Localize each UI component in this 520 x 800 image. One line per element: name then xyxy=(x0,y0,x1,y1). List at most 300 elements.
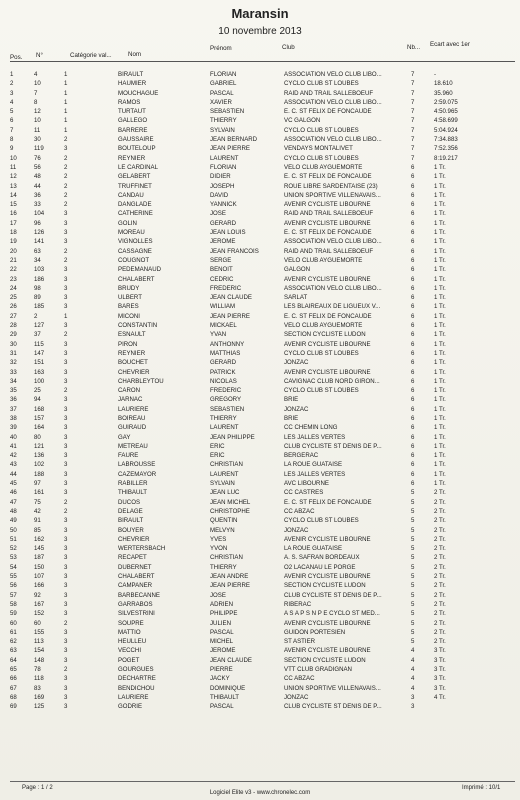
cell-nom: BARES xyxy=(118,303,139,311)
cell-club: ASSOCIATION VELO CLUB LIBO... xyxy=(284,98,382,106)
cell-prenom: THIERRY xyxy=(210,117,237,125)
cell-num: 154 xyxy=(34,647,45,655)
cell-nb: 7 xyxy=(411,80,415,88)
cell-pos: 14 xyxy=(10,191,17,199)
cell-cat: 2 xyxy=(64,182,68,190)
cell-club: SARLAT xyxy=(284,294,308,302)
cell-nb: 7 xyxy=(411,89,415,97)
table-row xyxy=(0,665,520,674)
cell-club: AVENIR CYCLISTE LIBOURNE xyxy=(284,619,371,627)
cell-num: 121 xyxy=(34,442,45,450)
cell-pos: 1 xyxy=(10,71,14,78)
cell-num: 42 xyxy=(34,507,41,515)
cell-prenom: JULIEN xyxy=(210,619,231,627)
cell-prenom: ADRIEN xyxy=(210,600,234,608)
cell-nb: 4 xyxy=(411,675,415,683)
cell-club: AVENIR CYCLISTE LIBOURNE xyxy=(284,573,371,581)
cell-nb: 5 xyxy=(411,638,415,646)
table-row xyxy=(0,405,520,414)
cell-nom: TRUFFINET xyxy=(118,182,152,190)
cell-nb: 6 xyxy=(411,461,415,469)
cell-prenom: NICOLAS xyxy=(210,377,237,385)
cell-club: CC CASTRES xyxy=(284,489,324,497)
cell-club: CYCLO CLUB ST LOUBES xyxy=(284,387,359,395)
cell-nom: PEDEMANAUD xyxy=(118,266,162,274)
cell-prenom: DOMINIQUE xyxy=(210,684,246,692)
table-row xyxy=(0,386,520,395)
table-row xyxy=(0,674,520,683)
cell-prenom: YVAN xyxy=(210,331,227,339)
cell-club: UNION SPORTIVE VILLENAVAIS... xyxy=(284,684,381,692)
header-nb: Nb... xyxy=(407,44,421,51)
cell-prenom: DIDIER xyxy=(210,173,231,181)
print-date: Imprimé : 10/1 xyxy=(462,785,501,791)
cell-ecart: 1 Tr. xyxy=(434,331,446,339)
header-club: Club xyxy=(282,44,295,51)
cell-nom: THIBAULT xyxy=(118,489,148,497)
cell-nb: 6 xyxy=(411,238,415,246)
cell-pos: 28 xyxy=(10,322,17,330)
cell-prenom: SEBASTIEN xyxy=(210,405,245,413)
cell-cat: 3 xyxy=(64,554,68,562)
cell-ecart: 1 Tr. xyxy=(434,229,446,237)
cell-club: RAID AND TRAIL SALLEBOEUF xyxy=(284,247,374,255)
cell-nb: 6 xyxy=(411,424,415,432)
table-row xyxy=(0,442,520,451)
table-row xyxy=(0,423,520,432)
cell-nom: COUGNOT xyxy=(118,256,150,264)
cell-nb: 6 xyxy=(411,396,415,404)
cell-pos: 8 xyxy=(10,136,14,144)
cell-nom: CHEVRIER xyxy=(118,535,150,543)
cell-prenom: JEAN PHILIPPE xyxy=(210,433,255,441)
cell-ecart: 1 Tr. xyxy=(434,442,446,450)
cell-pos: 42 xyxy=(10,452,17,460)
cell-nb: 6 xyxy=(411,414,415,422)
cell-ecart: 8:19.217 xyxy=(434,154,458,162)
cell-cat: 2 xyxy=(64,163,68,171)
cell-pos: 44 xyxy=(10,470,17,478)
cell-club: CYCLO CLUB ST LOUBES xyxy=(284,80,359,88)
table-row xyxy=(0,479,520,488)
header-cat: Catégorie val... xyxy=(70,52,112,59)
cell-club: CYCLO CLUB ST LOUBES xyxy=(284,517,359,525)
cell-pos: 32 xyxy=(10,359,17,367)
cell-ecart: 1 Tr. xyxy=(434,368,446,376)
cell-num: 103 xyxy=(34,266,45,274)
cell-nb: 6 xyxy=(411,359,415,367)
cell-num: 60 xyxy=(34,619,41,627)
cell-club: AVENIR CYCLISTE LIBOURNE xyxy=(284,535,371,543)
cell-pos: 64 xyxy=(10,656,17,664)
cell-nom: CHEVRIER xyxy=(118,368,150,376)
cell-club: JONZAC xyxy=(284,693,309,701)
cell-club: CC CHEMIN LONG xyxy=(284,424,338,432)
cell-nb: 5 xyxy=(411,554,415,562)
cell-pos: 57 xyxy=(10,591,17,599)
cell-prenom: JACKY xyxy=(210,675,230,683)
cell-cat: 3 xyxy=(64,526,68,534)
cell-nom: GUIRAUD xyxy=(118,424,147,432)
cell-club: AVENIR CYCLISTE LIBOURNE xyxy=(284,275,371,283)
cell-nb: 4 xyxy=(411,666,415,673)
cell-cat: 3 xyxy=(64,210,68,218)
cell-cat: 2 xyxy=(64,173,68,181)
cell-num: 36 xyxy=(34,191,41,199)
cell-pos: 39 xyxy=(10,424,17,432)
cell-cat: 3 xyxy=(64,340,68,348)
cell-pos: 60 xyxy=(10,619,17,627)
cell-cat: 3 xyxy=(64,489,68,497)
cell-pos: 55 xyxy=(10,573,17,581)
cell-num: 102 xyxy=(34,461,45,469)
cell-num: 104 xyxy=(34,210,45,218)
cell-club: GALGON xyxy=(284,266,311,274)
cell-nb: 7 xyxy=(411,145,415,153)
cell-nb: 6 xyxy=(411,405,415,413)
table-row xyxy=(0,312,520,321)
cell-num: 25 xyxy=(34,387,41,395)
cell-nom: RABILLER xyxy=(118,480,148,488)
cell-nom: MATTIO xyxy=(118,628,141,636)
cell-pos: 27 xyxy=(10,312,17,320)
cell-pos: 37 xyxy=(10,405,17,413)
cell-nb: 4 xyxy=(411,647,415,655)
cell-num: 30 xyxy=(34,136,41,144)
cell-club: BRIE xyxy=(284,414,299,422)
table-header xyxy=(0,40,520,62)
software-credit: Logiciel Elite v3 - www.chronelec.com xyxy=(209,790,311,796)
header-divider xyxy=(10,61,515,62)
cell-ecart: 1 Tr. xyxy=(434,452,446,460)
cell-prenom: PIERRE xyxy=(210,666,233,673)
cell-cat: 3 xyxy=(64,628,68,636)
cell-prenom: JEAN BERNARD xyxy=(210,136,258,144)
cell-nb: 5 xyxy=(411,489,415,497)
cell-ecart: 1 Tr. xyxy=(434,387,446,395)
cell-ecart: 1 Tr. xyxy=(434,247,446,255)
cell-nom: LABROUSSE xyxy=(118,461,156,469)
cell-nb: 6 xyxy=(411,442,415,450)
cell-cat: 3 xyxy=(64,266,68,274)
cell-nb: 7 xyxy=(411,108,415,116)
table-row xyxy=(0,247,520,256)
cell-nom: CHALABERT xyxy=(118,573,155,581)
cell-cat: 3 xyxy=(64,442,68,450)
cell-prenom: MELVYN xyxy=(210,526,235,534)
cell-club: AVENIR CYCLISTE LIBOURNE xyxy=(284,340,371,348)
cell-ecart: - xyxy=(434,71,437,78)
cell-cat: 2 xyxy=(64,256,68,264)
cell-nom: CANDAU xyxy=(118,191,144,199)
cell-ecart: 18.610 xyxy=(434,80,453,88)
cell-nom: GAY xyxy=(118,433,131,441)
cell-nb: 4 xyxy=(411,656,415,664)
cell-ecart: 1 Tr. xyxy=(434,424,446,432)
table-row xyxy=(0,126,520,135)
cell-nb: 6 xyxy=(411,182,415,190)
cell-nom: RECAPET xyxy=(118,554,147,562)
cell-pos: 65 xyxy=(10,666,17,673)
cell-pos: 33 xyxy=(10,368,17,376)
cell-nom: HEULLEU xyxy=(118,638,147,646)
cell-club: O2 LACANAU LE PORGE xyxy=(284,563,356,571)
cell-club: CLUB CYCLISTE ST DENIS DE P... xyxy=(284,442,382,450)
table-row xyxy=(0,609,520,618)
cell-cat: 3 xyxy=(64,452,68,460)
cell-cat: 3 xyxy=(64,684,68,692)
cell-ecart: 3 Tr. xyxy=(434,684,446,692)
cell-ecart: 7:34.883 xyxy=(434,136,458,144)
cell-ecart: 1 Tr. xyxy=(434,359,446,367)
cell-pos: 6 xyxy=(10,117,14,125)
cell-prenom: THIERRY xyxy=(210,563,237,571)
cell-ecart: 2 Tr. xyxy=(434,591,446,599)
cell-ecart: 4 Tr. xyxy=(434,693,446,701)
cell-cat: 2 xyxy=(64,498,68,506)
cell-num: 34 xyxy=(34,256,41,264)
cell-nom: GAUSSAIRE xyxy=(118,136,154,144)
cell-nb: 6 xyxy=(411,247,415,255)
cell-nom: WERTERSBACH xyxy=(118,545,166,553)
cell-nom: BRUDY xyxy=(118,284,140,292)
cell-club: JONZAC xyxy=(284,359,309,367)
cell-nb: 3 xyxy=(411,693,415,701)
cell-nom: BIRAULT xyxy=(118,71,144,78)
cell-prenom: JEAN ANDRE xyxy=(210,573,249,581)
cell-cat: 3 xyxy=(64,396,68,404)
cell-pos: 68 xyxy=(10,693,17,701)
cell-club: LES JALLES VERTES xyxy=(284,470,346,478)
cell-num: 152 xyxy=(34,610,45,618)
cell-cat: 3 xyxy=(64,424,68,432)
cell-prenom: FLORIAN xyxy=(210,71,237,78)
cell-ecart: 2 Tr. xyxy=(434,563,446,571)
cell-club: CC ABZAC xyxy=(284,675,315,683)
cell-num: 162 xyxy=(34,535,45,543)
cell-pos: 10 xyxy=(10,154,17,162)
table-row xyxy=(0,451,520,460)
cell-pos: 7 xyxy=(10,126,14,134)
header-pos: Pos. xyxy=(10,54,23,61)
cell-pos: 12 xyxy=(10,173,17,181)
cell-prenom: YVON xyxy=(210,545,228,553)
cell-prenom: CHRISTIAN xyxy=(210,554,243,562)
cell-nom: CHARBLEYTOU xyxy=(118,377,164,385)
cell-club: VTT CLUB GRADIGNAN xyxy=(284,666,352,673)
cell-cat: 2 xyxy=(64,191,68,199)
cell-ecart: 2 Tr. xyxy=(434,619,446,627)
cell-nom: LE CARDINAL xyxy=(118,163,158,171)
table-row xyxy=(0,330,520,339)
cell-nb: 6 xyxy=(411,191,415,199)
cell-prenom: CEDRIC xyxy=(210,275,234,283)
cell-cat: 3 xyxy=(64,480,68,488)
cell-club: E. C. ST FELIX DE FONCAUDE xyxy=(284,173,372,181)
cell-pos: 4 xyxy=(10,98,14,106)
cell-prenom: PASCAL xyxy=(210,703,234,711)
cell-pos: 18 xyxy=(10,229,17,237)
cell-nb: 6 xyxy=(411,368,415,376)
cell-pos: 54 xyxy=(10,563,17,571)
cell-nom: LAURIERE xyxy=(118,693,149,701)
cell-pos: 46 xyxy=(10,489,17,497)
cell-ecart: 1 Tr. xyxy=(434,396,446,404)
cell-num: 126 xyxy=(34,229,45,237)
cell-nb: 5 xyxy=(411,545,415,553)
cell-club: UNION SPORTIVE VILLENAVAIS... xyxy=(284,191,381,199)
cell-prenom: ERIC xyxy=(210,452,225,460)
cell-pos: 29 xyxy=(10,331,17,339)
cell-nom: VIGNOLLES xyxy=(118,238,153,246)
cell-club: ASSOCIATION VELO CLUB LIBO... xyxy=(284,71,382,78)
cell-club: VC GALGON xyxy=(284,117,321,125)
cell-num: 115 xyxy=(34,340,44,348)
table-row xyxy=(0,163,520,172)
cell-num: 169 xyxy=(34,693,45,701)
cell-cat: 3 xyxy=(64,647,68,655)
table-row xyxy=(0,293,520,302)
cell-nom: RAMOS xyxy=(118,98,141,106)
cell-pos: 67 xyxy=(10,684,17,692)
cell-ecart: 1 Tr. xyxy=(434,256,446,264)
table-row xyxy=(0,275,520,284)
cell-nb: 5 xyxy=(411,619,415,627)
cell-num: 147 xyxy=(34,349,45,357)
cell-club: AVENIR CYCLISTE LIBOURNE xyxy=(284,647,371,655)
cell-cat: 3 xyxy=(64,294,68,302)
cell-nom: GOURGUES xyxy=(118,666,154,673)
cell-pos: 66 xyxy=(10,675,17,683)
cell-club: RAID AND TRAIL SALLEBOEUF xyxy=(284,89,374,97)
cell-cat: 3 xyxy=(64,461,68,469)
cell-num: 48 xyxy=(34,173,41,181)
cell-cat: 3 xyxy=(64,377,68,385)
cell-nb: 5 xyxy=(411,517,415,525)
cell-nom: MOUCHAGUE xyxy=(118,89,159,97)
cell-ecart: 2 Tr. xyxy=(434,489,446,497)
cell-num: 118 xyxy=(34,675,44,683)
cell-nom: CAZEMAYOR xyxy=(118,470,157,478)
cell-pos: 25 xyxy=(10,294,17,302)
cell-nb: 6 xyxy=(411,377,415,385)
table-row xyxy=(0,395,520,404)
cell-cat: 2 xyxy=(64,201,68,209)
cell-ecart: 1 Tr. xyxy=(434,322,446,330)
cell-cat: 3 xyxy=(64,535,68,543)
table-row xyxy=(0,284,520,293)
cell-pos: 53 xyxy=(10,554,17,562)
cell-pos: 20 xyxy=(10,247,17,255)
cell-num: 107 xyxy=(34,573,45,581)
cell-cat: 1 xyxy=(64,71,68,78)
cell-ecart: 1 Tr. xyxy=(434,284,446,292)
cell-cat: 3 xyxy=(64,675,68,683)
cell-nom: BOUTELOUP xyxy=(118,145,156,153)
cell-club: CLUB CYCLISTE ST DENIS DE P... xyxy=(284,591,382,599)
cell-num: 96 xyxy=(34,219,41,227)
cell-club: SECTION CYCLISTE LUDON xyxy=(284,582,366,590)
cell-cat: 3 xyxy=(64,414,68,422)
cell-pos: 38 xyxy=(10,414,17,422)
cell-club: CC ABZAC xyxy=(284,507,315,515)
cell-cat: 3 xyxy=(64,582,68,590)
table-row xyxy=(0,563,520,572)
cell-prenom: ERIC xyxy=(210,442,225,450)
cell-num: 125 xyxy=(34,703,45,711)
cell-nom: JARNAC xyxy=(118,396,143,404)
cell-pos: 17 xyxy=(10,219,17,227)
cell-nb: 5 xyxy=(411,507,415,515)
cell-num: 75 xyxy=(34,498,41,506)
cell-num: 157 xyxy=(34,414,45,422)
cell-club: E. C. ST FELIX DE FONCAUDE xyxy=(284,108,372,116)
cell-nom: MICONI xyxy=(118,312,141,320)
cell-nb: 6 xyxy=(411,387,415,395)
cell-cat: 3 xyxy=(64,573,68,581)
cell-club: JONZAC xyxy=(284,526,309,534)
cell-ecart: 1 Tr. xyxy=(434,312,446,320)
cell-club: VELO CLUB AYGUEMORTE xyxy=(284,256,363,264)
table-row xyxy=(0,321,520,330)
cell-club: BERGERAC xyxy=(284,452,319,460)
table-row xyxy=(0,470,520,479)
header-num: N° xyxy=(36,52,43,59)
cell-nb: 6 xyxy=(411,229,415,237)
cell-ecart: 3 Tr. xyxy=(434,675,446,683)
cell-nom: ESNAULT xyxy=(118,331,146,339)
cell-pos: 69 xyxy=(10,703,17,711)
cell-pos: 56 xyxy=(10,582,17,590)
cell-num: 10 xyxy=(34,117,41,125)
cell-cat: 3 xyxy=(64,322,68,330)
cell-num: 7 xyxy=(34,89,38,97)
page-title: Maransin xyxy=(231,6,289,21)
cell-club: AVENIR CYCLISTE LIBOURNE xyxy=(284,219,371,227)
cell-nb: 5 xyxy=(411,582,415,590)
cell-prenom: PATRICK xyxy=(210,368,236,376)
cell-prenom: JEAN FRANCOIS xyxy=(210,247,259,255)
table-row xyxy=(0,433,520,442)
cell-num: 148 xyxy=(34,656,45,664)
cell-cat: 3 xyxy=(64,349,68,357)
cell-num: 76 xyxy=(34,154,41,162)
cell-ecart: 2 Tr. xyxy=(434,554,446,562)
cell-cat: 2 xyxy=(64,331,68,339)
cell-club: CYCLO CLUB ST LOUBES xyxy=(284,154,359,162)
cell-num: 185 xyxy=(34,303,45,311)
cell-ecart: 1 Tr. xyxy=(434,294,446,302)
cell-ecart: 35.960 xyxy=(434,89,453,97)
cell-nom: CASSAGNE xyxy=(118,247,152,255)
cell-num: 163 xyxy=(34,368,45,376)
cell-nb: 5 xyxy=(411,498,415,506)
cell-nom: REYNIER xyxy=(118,154,146,162)
cell-prenom: LAURENT xyxy=(210,154,239,162)
cell-cat: 2 xyxy=(64,136,68,144)
cell-pos: 15 xyxy=(10,201,17,209)
header-nom: Nom xyxy=(128,51,142,58)
cell-nb: 6 xyxy=(411,433,415,441)
cell-cat: 3 xyxy=(64,433,68,441)
cell-num: 44 xyxy=(34,182,41,190)
cell-prenom: YANNICK xyxy=(210,201,237,209)
cell-pos: 16 xyxy=(10,210,17,218)
cell-prenom: JEAN MICHEL xyxy=(210,498,251,506)
table-row xyxy=(0,414,520,423)
cell-ecart: 1 Tr. xyxy=(434,470,446,478)
cell-cat: 3 xyxy=(64,703,68,711)
